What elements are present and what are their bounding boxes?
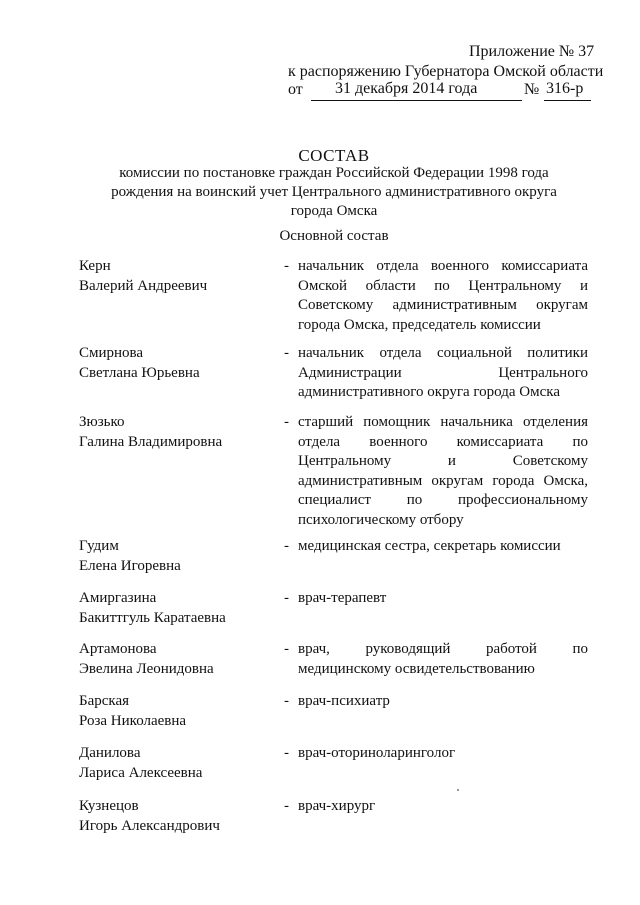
number-label: № — [524, 81, 540, 98]
appendix-number: Приложение № 37 — [469, 43, 595, 60]
role-line: старший помощник начальника отделения — [298, 414, 588, 430]
role-line: Центральному и Советскому — [298, 453, 588, 469]
member-role — [298, 589, 588, 609]
member-surname: Барская — [79, 693, 130, 709]
member-role — [298, 744, 588, 764]
subtitle-line: рождения на воинский учет Центрального административного округа — [111, 184, 557, 200]
member-dash: - — [284, 693, 289, 709]
role-line: административным округам города Омска, — [298, 472, 588, 489]
role-line: врач-оториноларинголог — [298, 745, 456, 761]
member-name — [79, 692, 186, 731]
member-dash: - — [284, 538, 289, 554]
role-line: врач, руководящий работой по — [298, 641, 588, 657]
subtitle-line: города Омска — [290, 203, 378, 219]
member-dash: - — [284, 590, 289, 606]
member-role — [298, 344, 588, 403]
member-given-name: Игорь Александрович — [79, 817, 220, 834]
member-given-name: Роза Николаевна — [79, 712, 187, 729]
role-line: врач-хирург — [298, 798, 376, 814]
member-role — [298, 692, 588, 712]
member-surname: Гудим — [79, 538, 119, 554]
member-name — [79, 257, 207, 296]
member-name — [79, 344, 200, 383]
member-dash: - — [284, 641, 289, 657]
member-dash: - — [284, 414, 289, 430]
order-number: 316-р — [546, 80, 584, 97]
member-surname: Зюзько — [79, 414, 125, 430]
from-label: от — [288, 81, 303, 98]
role-line: административного округа города Омска — [298, 384, 560, 400]
member-given-name: Светлана Юрьевна — [79, 364, 200, 381]
role-line: начальник отдела социальной политики — [298, 345, 588, 361]
role-line: врач-терапевт — [298, 590, 387, 606]
role-line: психологическому отбору — [298, 511, 464, 528]
member-given-name: Эвелина Леонидовна — [79, 660, 214, 677]
role-line: города Омска, председатель комиссии — [298, 316, 541, 333]
member-dash: - — [284, 345, 289, 361]
member-given-name: Елена Игоревна — [79, 557, 181, 574]
member-given-name: Лариса Алексеевна — [79, 764, 203, 781]
document-subtitle — [100, 164, 568, 221]
member-surname: Керн — [79, 258, 111, 274]
member-name — [79, 413, 222, 452]
member-role — [298, 413, 588, 530]
member-name — [79, 797, 220, 836]
role-line: врач-психиатр — [298, 693, 390, 709]
document-title: СОСТАВ — [298, 146, 370, 165]
member-given-name: Галина Владимировна — [79, 433, 223, 450]
member-role — [298, 257, 588, 335]
number-underline — [544, 81, 591, 101]
role-line: Советскому административным округам — [298, 297, 588, 313]
member-surname: Данилова — [79, 745, 141, 761]
member-role — [298, 537, 588, 557]
role-line: Администрации Центрального — [298, 364, 588, 381]
date-number-line — [288, 81, 588, 101]
member-name — [79, 537, 181, 576]
order-date: 31 декабря 2014 года — [335, 80, 478, 97]
role-line: медицинская сестра, секретарь комиссии — [298, 538, 561, 554]
role-line: специалист по профессиональному — [298, 492, 588, 508]
section-heading: Основной состав — [279, 228, 389, 244]
role-line: Омской области по Центральному и — [298, 277, 588, 294]
member-given-name: Бакиттгуль Каратаевна — [79, 609, 226, 626]
member-surname: Амиргазина — [79, 590, 157, 606]
member-surname: Артамонова — [79, 641, 157, 657]
role-line: начальник отдела военного комиссариата — [298, 258, 588, 274]
member-dash: - — [284, 258, 289, 274]
member-name — [79, 744, 202, 783]
member-role — [298, 797, 588, 817]
order-reference: к распоряжению Губернатора Омской области — [288, 63, 604, 80]
member-name — [79, 589, 226, 628]
role-line: отдела военного комиссариата по — [298, 433, 588, 450]
member-role — [298, 640, 588, 679]
member-dash: - — [284, 798, 289, 814]
scan-speck — [457, 789, 459, 791]
member-name — [79, 640, 214, 679]
date-underline — [311, 81, 522, 101]
subtitle-line: комиссии по постановке граждан Российской Федерации 1998 года — [119, 165, 549, 181]
member-surname: Смирнова — [79, 345, 144, 361]
role-line: медицинскому освидетельствованию — [298, 660, 535, 677]
member-surname: Кузнецов — [79, 798, 139, 814]
member-dash: - — [284, 745, 289, 761]
member-given-name: Валерий Андреевич — [79, 277, 208, 294]
